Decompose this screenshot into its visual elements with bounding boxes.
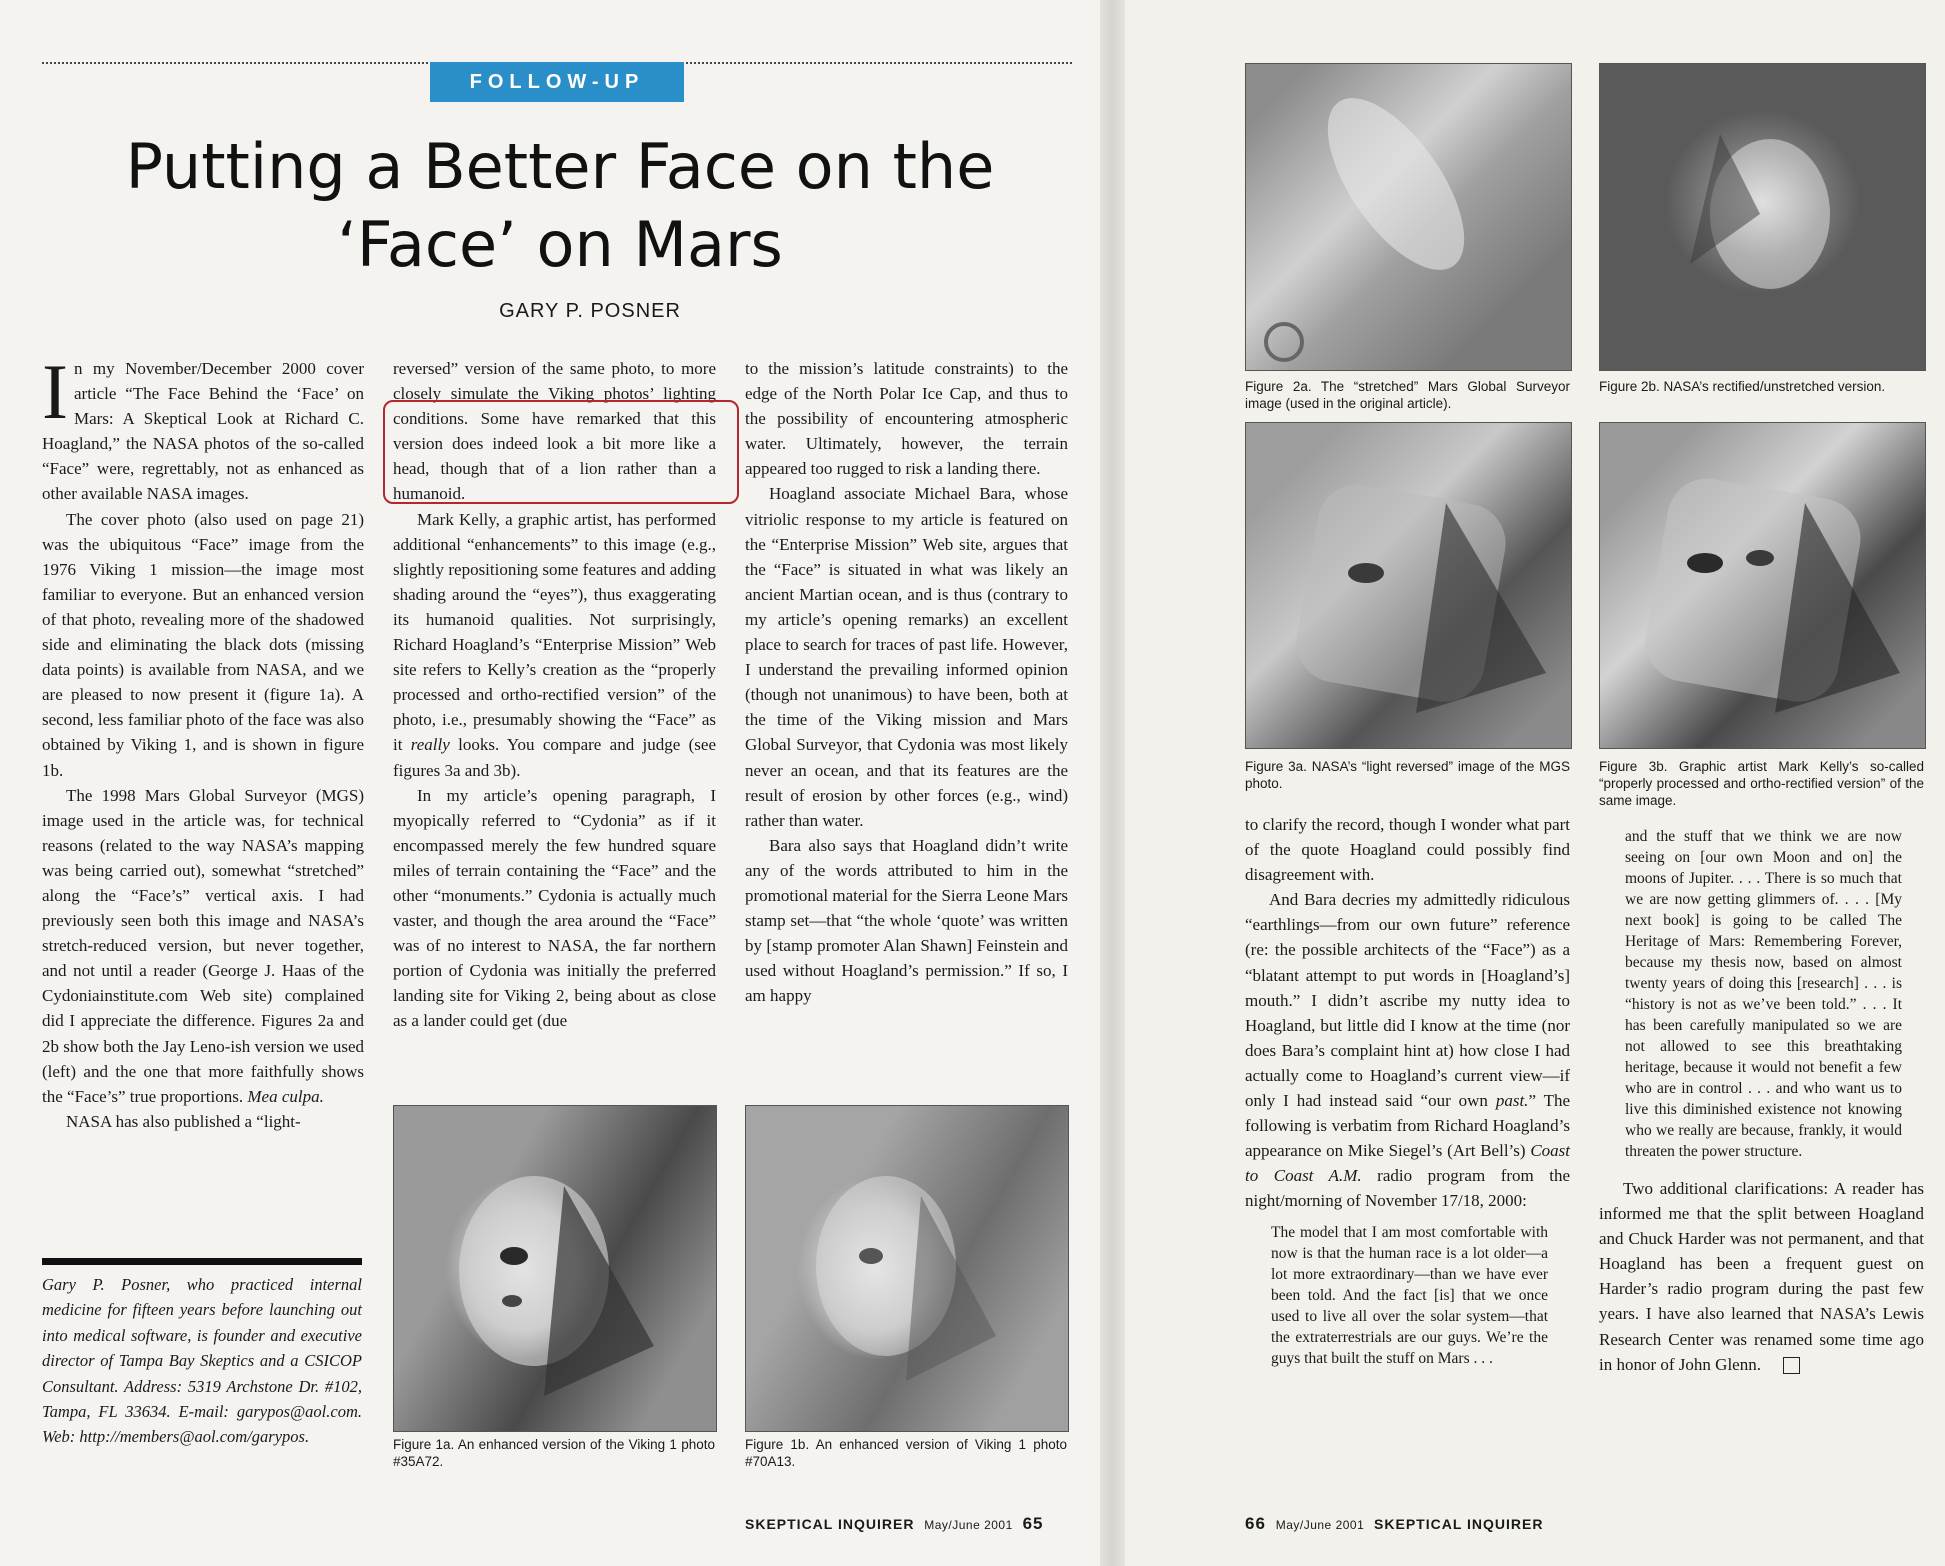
italic-text: Mea culpa. xyxy=(247,1086,324,1106)
paragraph: to the mission’s latitude constraints) to the edge of the North Polar Ice Cap, and thus to the possibility of encountering atmospheric water. Ultimately, however, the terrain appeared too rugged to risk a landing there. xyxy=(745,359,1068,479)
figure-3a-image xyxy=(1245,422,1572,749)
drop-cap: I xyxy=(42,348,68,435)
footer-magazine: SKEPTICAL INQUIRER xyxy=(745,1516,915,1532)
footer-date: May/June 2001 xyxy=(1275,1518,1365,1532)
byline: GARY P. POSNER xyxy=(499,300,681,322)
paragraph-text: And Bara decries my admittedly ridiculous “earthlings—from our own future” reference (re: the possible architects of the “Face”) as a “blatant attempt to put words in [Hoagland’s] mouth.” I didn’t ascribe my nutty idea to Hoagland, but little did I know at the time (nor does Bara’s complaint hint at) how close I had actually come to Hoagland’s current view—if only I had instead said “our own xyxy=(1245,890,1570,1111)
paragraph xyxy=(1245,887,1570,1213)
face-photo-2b xyxy=(1600,64,1925,370)
title-line-1: Putting a Better Face on the xyxy=(125,130,995,203)
paragraph xyxy=(42,783,364,1109)
article-title xyxy=(60,128,1060,284)
face-photo-3b xyxy=(1600,423,1925,748)
author-bio: Gary P. Posner, who practiced internal medicine for fifteen years before launching out into medical software, is founder and executive director of Tampa Bay Skeptics and a CSICOP Consultant. Address: 5319 Archstone Dr. #102, Tampa, FL 33634. E-mail: garypos@aol.com. Web: http://members@aol.com/garypos. xyxy=(42,1275,362,1447)
figure-2a-caption: Figure 2a. The “stretched” Mars Global Surveyor image (used in the original article). xyxy=(1245,379,1570,411)
face-photo-3a xyxy=(1246,423,1571,748)
paragraph: to clarify the record, though I wonder what part of the quote Hoagland could possibly find disagreement with. xyxy=(1245,815,1570,885)
figure-1b-caption: Figure 1b. An enhanced version of Viking 1 photo #70A13. xyxy=(745,1437,1067,1469)
figure-3a-caption: Figure 3a. NASA’s “light reversed” image of the MGS photo. xyxy=(1245,759,1570,791)
figure-1a-caption: Figure 1a. An enhanced version of the Viking 1 photo #35A72. xyxy=(393,1437,715,1469)
column-1 xyxy=(42,348,365,1134)
paragraph xyxy=(393,507,716,783)
face-photo-1a xyxy=(394,1106,716,1431)
paragraph: NASA has also published a “light- xyxy=(66,1111,301,1131)
paragraph xyxy=(42,348,364,507)
figure-1a-image xyxy=(393,1105,717,1432)
title-line-2: ‘Face’ on Mars xyxy=(337,208,783,281)
figure-3b-image xyxy=(1599,422,1926,749)
paragraph-text: radio program from the night/morning of November 17/18, 2000: xyxy=(1245,1166,1571,1211)
footer-magazine: SKEPTICAL INQUIRER xyxy=(1374,1516,1544,1532)
page-66 xyxy=(1125,0,1945,1566)
block-quote xyxy=(1271,1222,1548,1369)
paragraph xyxy=(1599,1176,1924,1377)
paragraph: Bara also says that Hoagland didn’t write any of the words attributed to him in the promotional material for the Sierra Leone Mars stamp set—that “the whole ‘quote’ was written by [stamp promoter Alan Shawn] Feinstein and used without Hoagland’s permission.” If so, I am happy xyxy=(745,835,1068,1006)
figure-3b-caption: Figure 3b. Graphic artist Mark Kelly’s so-called “properly processed and ortho-rectified version” of the same image. xyxy=(1599,759,1924,808)
paragraph-text: The 1998 Mars Global Surveyor (MGS) image used in the article was, for technical reasons (related to the way NASA’s mapping was being carried out), somewhat “stretched” along the “Face’s” vertical axis. I had previously seen both this image and NASA’s stretch-reduced version, but never together, and not until a reader (George J. Haas of the Cydoniainstitute.com Web site) complained did I appreciate the difference. Figures 2a and 2b show both the Jay Leno-ish version we used (left) and the one that more faithfully shows the “Face’s” true proportions. xyxy=(42,785,365,1106)
figure-2b-caption: Figure 2b. NASA’s rectified/unstretched version. xyxy=(1599,379,1886,394)
paragraph: In my article’s opening paragraph, I myopically referred to “Cydonia” as if it encompassed merely the few hundred square miles of terrain containing the “Face” and the other “monuments.” Cydonia is actually much vaster, and though the area around the “Face” was of no interest to NASA, the far northern portion of Cydonia was initially the preferred landing site for Viking 2, being about as close as a lander could get (due xyxy=(393,785,716,1031)
face-photo-2a xyxy=(1246,64,1571,370)
paragraph: Hoagland associate Michael Bara, whose vitriolic response to my article is featured on the “Enterprise Mission” Web site, argues that the “Face” is situated in what was likely an ancient Martian ocean, and is thus (contrary to my article’s opening remarks) an excellent place to search for traces of past life. However, I understand the prevailing informed opinion (though not unanimous) to have been, both at the time of the Viking mission and Mars Global Surveyor, that Cydonia was most likely never an ocean, and that its features are the result of erosion by other forces (e.g., wind) rather than water. xyxy=(745,484,1068,830)
section-kicker: FOLLOW-UP xyxy=(430,62,684,102)
highlight-annotation xyxy=(383,400,739,504)
footer-date: May/June 2001 xyxy=(924,1518,1013,1532)
italic-text: really xyxy=(410,735,450,755)
paragraph: reversed” version of the same photo, to more closely simulate the Viking photos’ lighting conditions. Some have remarked that this version does indeed look a bit more like a head, though that of a lion rather than a humanoid. xyxy=(393,359,716,504)
paragraph-text: Two additional clarifications: A reader has informed me that the split between Hoagland and Chuck Harder was not permanent, and that Hoagland has been a frequent guest on Harder’s radio program during the past few years. I have also learned that NASA’s Lewis Research Center was renamed some time ago in honor of John Glenn. xyxy=(1599,1179,1924,1374)
page-footer-right xyxy=(1245,1514,1543,1534)
quote-text: The model that I am most comfortable with now is that the human race is a lot older—a lot more extraordinary—than we have ever been told. And the fact [is] that we once used to live all over the solar system—that the extraterrestrials are our guys. We’re the guys that built the stuff on Mars . . . xyxy=(1271,1223,1548,1367)
page-number: 65 xyxy=(1022,1514,1044,1533)
face-photo-1b xyxy=(746,1106,1068,1431)
right-column-1 xyxy=(1245,812,1570,1369)
spine-gutter xyxy=(1100,0,1125,1566)
page-number: 66 xyxy=(1245,1514,1266,1533)
bio-rule xyxy=(42,1258,362,1265)
column-3 xyxy=(745,356,1068,1008)
italic-text: past. xyxy=(1495,1091,1529,1111)
paragraph-text: Mark Kelly, a graphic artist, has performed additional “enhancements” to this image (e.g., slightly repositioning some features and adding shading around the “eyes”), thus exaggerating its humanoid qualities. Not surprisingly, Richard Hoagland’s “Enterprise Mission” Web site refers to Kelly’s creation as the “properly processed and ortho-rectified version” of the photo, i.e., presumably showing the “Face” as it xyxy=(393,509,716,755)
italic-text: Coast to Coast A.M. xyxy=(1245,1141,1570,1186)
figure-1b-image xyxy=(745,1105,1069,1432)
figure-2a-image xyxy=(1245,63,1572,371)
quote-text: and the stuff that we think we are now seeing on [our own Moon and on] the moons of Jupiter. . . . There is so much that we are now getting glimmers of. . . . [My next book] is going to be called The Heritage of Mars: Remembering Forever, because my thesis now, based on almost twenty years of doing this [research] . . . is “history is not as we’ve been told.” . . . It has been carefully manipulated so we are not allowed to see this breathtaking heritage, because it would not benefit a few who are in control . . . and who want us to live this diminished existence not knowing who we really are because, frankly, it would threaten the power structure. xyxy=(1625,828,1902,1160)
figure-2b-image xyxy=(1599,63,1926,371)
paragraph-text: looks. You compare and judge (see figures 3a and 3b). xyxy=(393,735,716,780)
end-mark-icon xyxy=(1783,1357,1800,1374)
right-column-2 xyxy=(1599,826,1924,1377)
paragraph-text: ” The following is verbatim from Richard Hoagland’s appearance on Mike Siegel’s (Art Bell’s) xyxy=(1245,1091,1571,1161)
paragraph: The cover photo (also used on page 21) was the ubiquitous “Face” image from the 1976 Viking 1 mission—the image most familiar to everyone. But an enhanced version of that photo, revealing more of the shadowed side and eliminating the black dots (missing data points) is available from NASA, and we are pleased to now present it (figure 1a). A second, less familiar photo of the face was also obtained by Viking 1, and is shown in figure 1b. xyxy=(42,509,364,780)
block-quote-continued xyxy=(1625,826,1902,1162)
page-footer-left xyxy=(745,1514,1043,1534)
paragraph-text: n my November/December 2000 cover article “The Face Behind the ‘Face’ on Mars: A Skeptical Look at Richard C. Hoagland,” the NASA photos of the so-called “Face” were, regrettably, not as enhanced as other available NASA images. xyxy=(42,359,364,504)
